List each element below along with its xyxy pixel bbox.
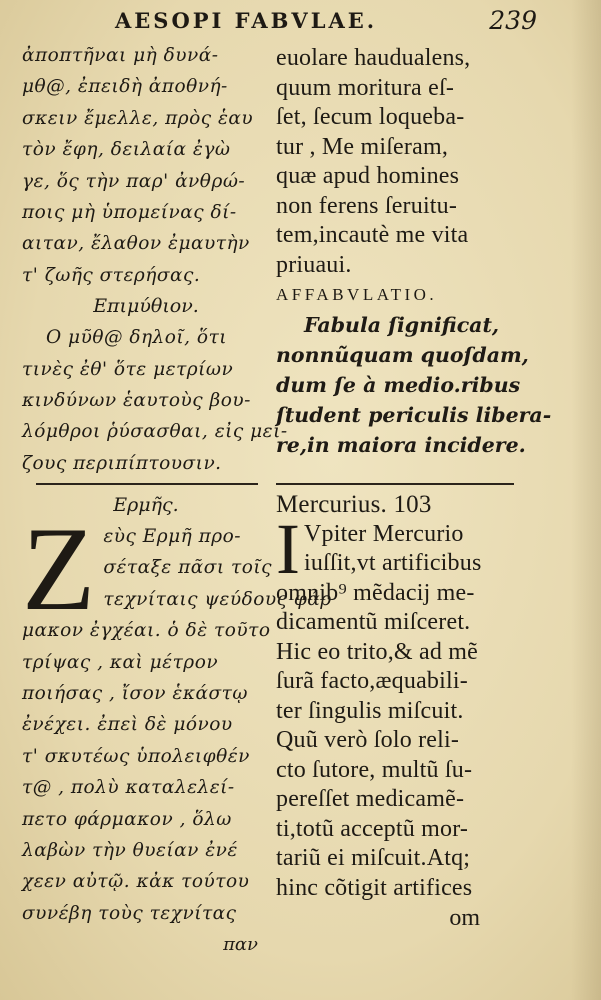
- greek-fable-hermes: [22, 490, 332, 960]
- greek-line: ἀποπτῆναι μὴ δυνά-: [22, 45, 219, 66]
- greek-fable-title: Ερμῆς.: [113, 494, 179, 516]
- greek-line: ζους περιπίπτουσιν.: [22, 452, 222, 474]
- latin-italic-line: Fabula ſignificat,: [304, 313, 500, 337]
- latin-fable-title: Mercurius. 103: [276, 491, 432, 518]
- latin-fable-mercurius: [276, 490, 516, 933]
- latin-line: hinc cõtigit artifices: [276, 874, 473, 901]
- running-head: [115, 4, 555, 38]
- latin-italic-line: ſtudent periculis libera-: [276, 403, 552, 427]
- greek-line: τ@ , πολὺ καταλελεί-: [22, 777, 235, 799]
- page-number: 239: [489, 6, 537, 35]
- greek-line: σκειν ἔμελλε, πρὸς ἑαυ: [22, 107, 254, 129]
- epimythion-heading: Επιμύθιον.: [93, 295, 199, 318]
- latin-line: omnib⁹ mẽdacij me-: [276, 579, 475, 606]
- greek-dropcap: Ζ: [22, 502, 96, 635]
- latin-line: ſurã facto,æquabili-: [276, 668, 468, 694]
- greek-line: χεεν αὐτῷ. κἀκ τούτου: [22, 871, 250, 893]
- latin-line: ſet, ſecum loqueba-: [276, 104, 465, 130]
- greek-line: συνέβη τοὺς τεχνίτας: [22, 902, 237, 924]
- greek-line: σέταξε πᾶσι τοῖς: [103, 557, 272, 579]
- latin-line: quum moritura eſ-: [276, 74, 455, 101]
- latin-italic-line: re,in maiora incidere.: [276, 433, 526, 457]
- latin-line: tur , Me miſeram,: [276, 133, 449, 160]
- latin-line: iuſſit,vt artificibus: [303, 550, 482, 576]
- latin-italic-line: dum ſe à medio.ribus: [276, 373, 521, 397]
- greek-line: Ο μῦθ@ δηλοῖ, ὅτι: [46, 327, 228, 349]
- latin-dropcap: I: [276, 508, 300, 589]
- latin-line: priuaui.: [276, 251, 352, 278]
- greek-line: τινὲς ἐθ' ὅτε μετρίων: [22, 358, 234, 380]
- latin-line: quæ apud homines: [276, 163, 460, 189]
- greek-catchword: παν: [223, 934, 258, 956]
- running-head-title: AESOPI FABVLAE.: [115, 8, 378, 33]
- latin-line: cto ſutore, multũ ſu-: [276, 756, 473, 783]
- latin-line: Quũ verò ſolo reli-: [276, 727, 460, 753]
- greek-line: τὸν ἔφη, δειλαία ἐγὼ: [22, 139, 231, 161]
- latin-line: non ferens ſeruitu-: [276, 192, 458, 219]
- affabulatio-heading: AFFABVLATIO.: [276, 285, 438, 304]
- latin-line: dicamentũ miſceret.: [276, 609, 471, 635]
- latin-catchword: om: [449, 905, 480, 931]
- latin-line: ter ſingulis miſcuit.: [276, 697, 464, 724]
- greek-column-top: [22, 40, 288, 479]
- greek-line: γε, ὅς τὴν παρ' ἀνθρώ-: [22, 170, 246, 192]
- greek-line: ἐνέχει. ἐπεὶ δὲ μόνου: [22, 714, 233, 736]
- greek-line: τ' σκυτέως ὑπολειφθέν: [22, 745, 250, 767]
- latin-line: euolare haudualens,: [276, 45, 471, 71]
- right-rule: [276, 483, 514, 485]
- greek-line: ποις μὴ ὑπομείνας δί-: [22, 202, 237, 224]
- latin-italic-line: nonnũquam quoſdam,: [276, 343, 529, 367]
- greek-line: τεχνίταις ψεύδους φάρ: [103, 588, 332, 610]
- latin-column-top: [276, 44, 552, 460]
- greek-line: πετο φάρμακον , ὅλω: [22, 808, 232, 830]
- greek-line: αιταν, ἔλαθον ἐμαυτὴν: [22, 233, 250, 255]
- greek-line: λαβὼν τὴν θυείαν ἐνέ: [22, 840, 238, 862]
- latin-line: ti,totũ acceptũ mor-: [276, 815, 469, 842]
- page-edge-shadow: [571, 0, 601, 1000]
- left-rule: [36, 483, 258, 485]
- greek-line: τ' ζωῆς στερήσας.: [22, 264, 201, 286]
- greek-line: μακον ἐγχέαι. ὁ δὲ τοῦτο: [22, 620, 271, 642]
- latin-line: pereſſet medicamẽ-: [276, 786, 465, 812]
- greek-line: ποιήσας , ἴσον ἑκάστῳ: [22, 683, 248, 705]
- latin-line: Vpiter Mercurio: [303, 520, 464, 547]
- greek-line: τρίψας , καὶ μέτρον: [22, 651, 219, 673]
- latin-line: tem,incautè me vita: [276, 222, 469, 248]
- latin-line: tariũ ei miſcuit.Atq;: [276, 845, 471, 871]
- greek-line: μθ@, ἐπειδὴ ἀποθνή-: [22, 76, 228, 98]
- greek-line: λόμθροι ῥύσασθαι, εἰς μεί-: [22, 421, 288, 443]
- greek-line: κινδύνων ἑαυτοὺς βου-: [22, 390, 251, 412]
- latin-first-block: [276, 508, 516, 589]
- greek-line: εὺς Ερμῆ προ-: [103, 526, 242, 547]
- latin-line: Hic eo trito,& ad mẽ: [276, 638, 478, 665]
